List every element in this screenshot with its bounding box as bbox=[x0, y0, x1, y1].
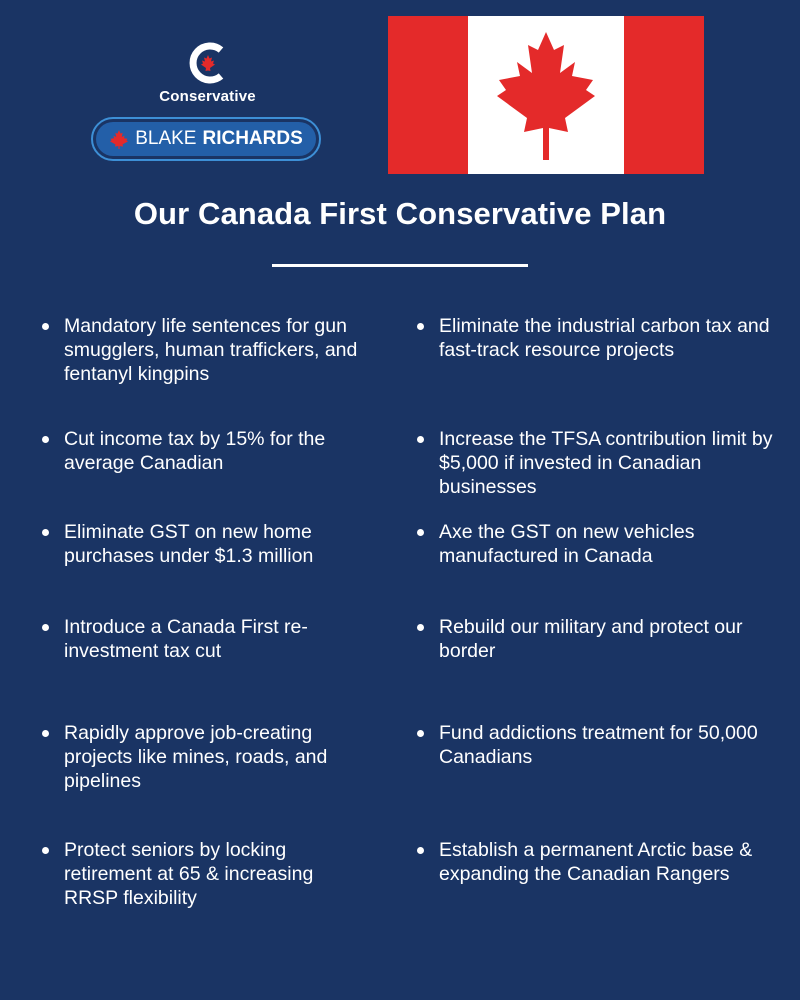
canadian-flag-icon bbox=[388, 16, 704, 174]
plan-item-protect-seniors: Protect seniors by locking retirement at 65 & increasing RRSP flexibility bbox=[40, 838, 360, 910]
plan-item-addictions-treatment: Fund addictions treatment for 50,000 Canadians bbox=[415, 721, 775, 769]
candidate-last-name: RICHARDS bbox=[202, 128, 303, 149]
candidate-badge-inner bbox=[96, 122, 316, 156]
plan-item-reinvestment-tax-cut: Introduce a Canada First re-investment tax cut bbox=[40, 615, 360, 663]
candidate-first-name: BLAKE bbox=[135, 128, 197, 149]
plan-item-arctic-base: Establish a permanent Arctic base & expanding the Canadian Rangers bbox=[415, 838, 775, 886]
plan-item-income-tax: Cut income tax by 15% for the average Canadian bbox=[40, 427, 360, 475]
plan-item-approve-projects: Rapidly approve job-creating projects like mines, roads, and pipelines bbox=[40, 721, 360, 793]
title-divider bbox=[272, 264, 528, 267]
conservative-c-logo-icon bbox=[185, 40, 231, 86]
plan-item-gst-homes: Eliminate GST on new home purchases under $1.3 million bbox=[40, 520, 360, 568]
page-title: Our Canada First Conservative Plan bbox=[133, 196, 667, 231]
plan-item-carbon-tax: Eliminate the industrial carbon tax and fast-track resource projects bbox=[415, 314, 775, 362]
plan-item-gst-vehicles: Axe the GST on new vehicles manufactured in Canada bbox=[415, 520, 775, 568]
maple-leaf-icon bbox=[109, 129, 129, 149]
logo-text: Conservative bbox=[159, 88, 256, 105]
plan-item-military-border: Rebuild our military and protect our border bbox=[415, 615, 775, 663]
candidate-badge bbox=[91, 117, 321, 161]
party-logo bbox=[150, 40, 265, 105]
plan-item-tfsa-limit: Increase the TFSA contribution limit by $5,000 if invested in Canadian businesses bbox=[415, 427, 775, 499]
plan-item-life-sentences: Mandatory life sentences for gun smugglers, human traffickers, and fentanyl kingpins bbox=[40, 314, 360, 386]
